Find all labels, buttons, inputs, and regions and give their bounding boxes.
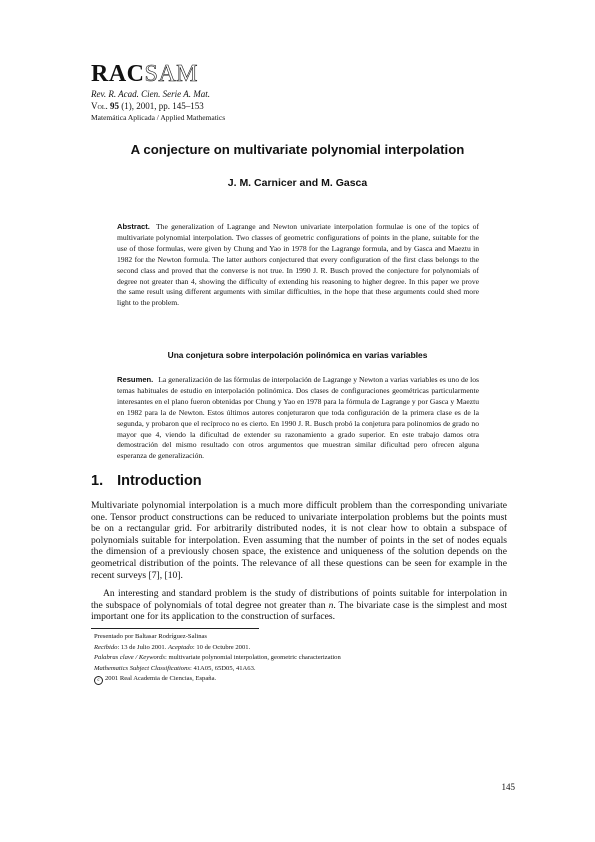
journal-header	[91, 62, 391, 123]
volume-number: 95	[110, 101, 119, 111]
body-paragraph-1: Multivariate polynomial interpolation is a much more difficult problem than the corresponding univariate one. Tensor product constructions can be reduced to univariate interpolation problems but the points must be on a rectangular grid. For arbitrarily distributed nodes, it is not clear how to obtain a subspace of polynomials suitable for interpolation. Even assuming that the number of points in the set of nodes equals the dimension of a previously chosen space, the existence and uniqueness of the solution depends on the geometrical distribution of the points. The relevance of all these questions can be seen for example in the recent surveys [7], [10].	[91, 500, 507, 581]
journal-logo	[91, 62, 391, 88]
footnote-keywords	[94, 653, 494, 664]
msc-value: : 41A05, 65D05, 41A63.	[189, 664, 256, 672]
section-heading	[91, 473, 202, 489]
resumen-label: Resumen.	[117, 375, 154, 384]
p2-variable: n	[328, 599, 334, 611]
paper-authors: J. M. Carnicer and M. Gasca	[227, 177, 368, 189]
logo-bold-part: RAC	[91, 61, 145, 87]
journal-name: Rev. R. Acad. Cien. Serie A. Mat.	[91, 89, 210, 99]
received-label: Recibido	[94, 643, 118, 651]
copyright-icon: c	[94, 676, 103, 685]
footnotes	[94, 632, 494, 685]
received-value: : 13 de Julio 2001.	[117, 643, 167, 651]
copyright-text: 2001 Real Academia de Ciencias, España.	[105, 675, 217, 683]
journal-volume	[91, 100, 391, 112]
paper-title: A conjecture on multivariate polynomial interpolation	[130, 142, 465, 157]
volume-pages: (1), 2001, pp. 145–153	[121, 101, 204, 111]
keywords-label: Palabras clave / Keywords	[94, 654, 165, 662]
p2-text-before: An interesting and standard problem is the study of distributions of points suitable for interpolation in the subspace of polynomials of total degree not greater than	[91, 588, 507, 611]
abstract-label: Abstract.	[117, 222, 150, 231]
section-title: Introduction	[117, 473, 202, 489]
spanish-title: Una conjetura sobre interpolación polinómica en varias variables	[167, 350, 428, 360]
resumen	[117, 375, 479, 462]
body-paragraph-2	[91, 588, 507, 623]
footnote-rule	[91, 628, 259, 629]
footnote-presented: Presentado por Baltasar Rodríguez-Salinas	[94, 633, 207, 640]
section-number: 1.	[91, 473, 104, 489]
accepted-value: : 10 de Octubre 2001.	[192, 643, 251, 651]
footnote-msc	[94, 664, 494, 675]
keywords-value: : multivariate polynomial interpolation, geometric characterization	[165, 654, 341, 662]
footnote-copyright	[94, 674, 494, 685]
abstract	[117, 222, 479, 309]
abstract-text: The generalization of Lagrange and Newton univariate interpolation formulae is one of the topics of multivariate polynomial interpolation. Two classes of geometric configurations of points in the plane, suitable for the use of those formulas, were given by Chung and Yao in 1978 for the Lagrange formula, and by Gasca and Maeztu in 1982 for the Newton formula. The latter authors conjectured that every configuration of the first class belongs to the second class and proved that the converse is not true. In 1990 J. R. Busch proved the conjecture for polynomials of degree not greater than 4, showing the difficulty of extending his reasoning to higher degree. In this paper we prove the same result using different arguments with similar difficulties, in the hope that these arguments could shed more light to the problem.	[117, 222, 480, 308]
accepted-label: Aceptado	[168, 643, 193, 651]
footnote-dates	[94, 643, 494, 654]
logo-outline-part: SAM	[144, 61, 199, 87]
msc-label: Mathematics Subject Classifications	[94, 664, 190, 672]
resumen-text: La generalización de las fórmulas de interpolación de Lagrange y Newton a varias variables es uno de los temas habituales de estudio en interpolación polinómica. Dos clases de configuraciones geométricas particularmente interesantes en el plano fueron obtenidas por Chung y Yao en 1978 para la fórmula de Lagrange y por Gasca y Maeztu en 1982 para la de Newton. Estos últimos autores conjeturaron que toda configuración de la primera clase es de la segunda, y probaron que el recíproco no es cierto. En 1990 J. R. Busch probó la conjetura para polinomios de grado no mayor que 4, viendo la dificultad de extender su razonamiento a grado superior. En este trabajo damos otra demostración del mismo resultado con otros argumentos que muestran similar dificultad pero ofrecen alguna esperanza de generalización.	[117, 375, 479, 461]
volume-prefix: Vol.	[91, 101, 108, 111]
journal-department: Matemática Aplicada / Applied Mathematics	[91, 113, 226, 122]
page-number: 145	[501, 782, 515, 792]
p2-text-after: . The bivariate case is the simplest and most important one for its application to the construction of surfaces.	[91, 599, 507, 623]
